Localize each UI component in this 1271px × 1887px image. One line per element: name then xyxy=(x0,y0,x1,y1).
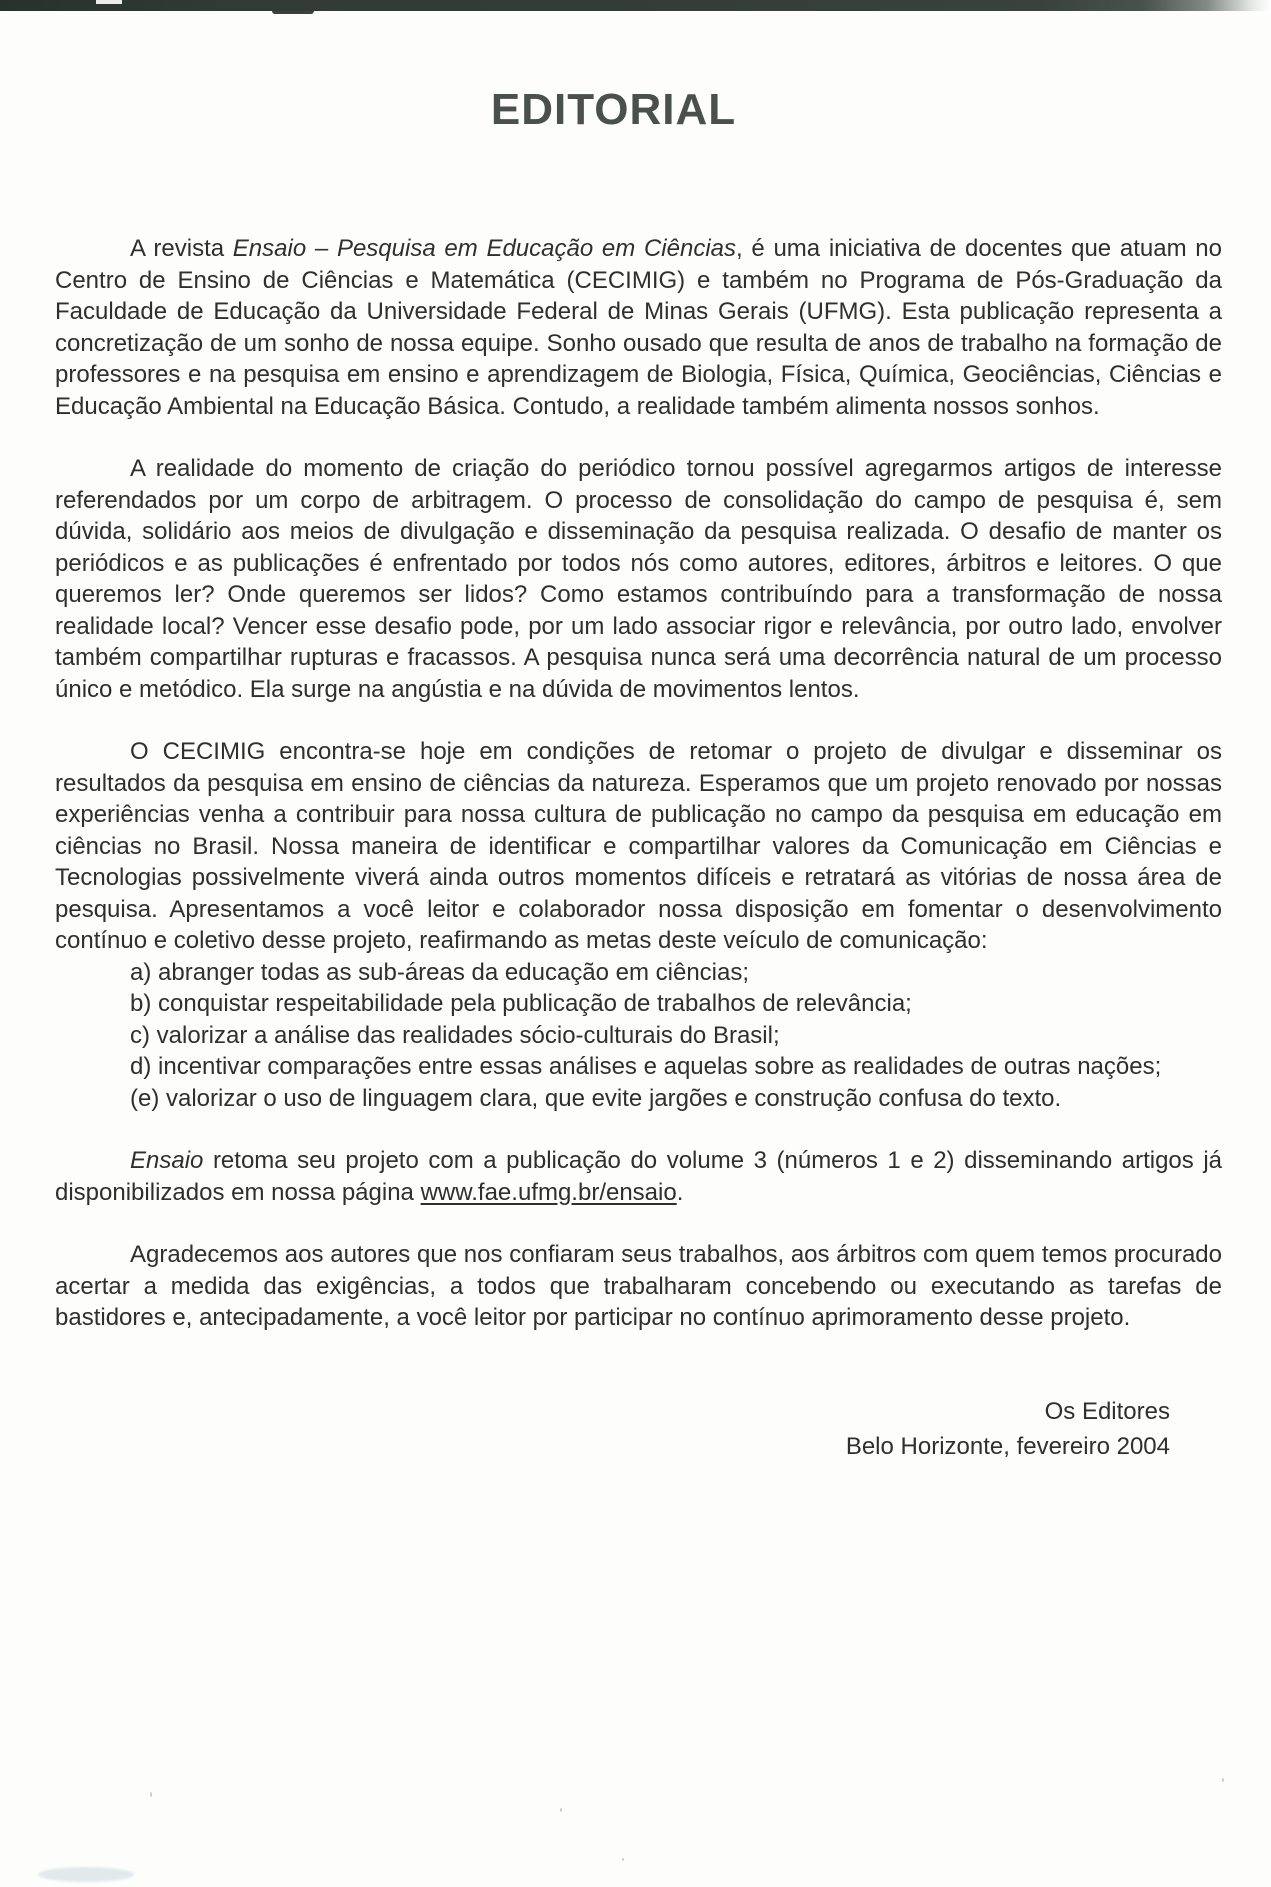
scan-speck xyxy=(622,1858,624,1861)
ensaio-url-link[interactable]: www.fae.ufmg.br/ensaio xyxy=(420,1178,677,1206)
paragraph-intro-rest: , é uma iniciativa de docentes que atuam no Centro de Ensino de Ciências e Matemática (CECIMIG) e também no Programa de Pós-Graduação da Faculdade de Educação da Universidade Federal de Minas Gerais (UFMG). Esta publicação representa a concretização de um sonho de nossa equipe. Sonho ousado que resulta de anos de trabalho na formação de professores e na pesquisa em ensino e aprendizagem de Biologia, Física, Química, Geociências, Ciências e Educação Ambiental na Educação Básica. Contudo, a realidade também alimenta nossos sonhos. xyxy=(55,235,1222,420)
page-title: EDITORIAL xyxy=(490,85,737,134)
paragraph-volume-text: retoma seu projeto com a publicação do volume 3 (números 1 e 2) disseminando artigos já disponibilizados em nossa página xyxy=(55,1147,1222,1206)
signature-place-date: Belo Horizonte, fevereiro 2004 xyxy=(845,1432,1170,1460)
paragraph-volume xyxy=(55,1145,1222,1208)
signature-authors: Os Editores xyxy=(1044,1397,1170,1425)
paragraph-cecimig: O CECIMIG encontra-se hoje em condições de retomar o projeto de divulgar e disseminar os resultados da pesquisa em ensino de ciências da natureza. Esperamos que um projeto renovado por nossas experiências venha a contribuir para nossa cultura de publicação no campo da pesquisa em educação em ciências no Brasil. Nossa maneira de identificar e compartilhar valores da Comunicação em Ciências e Tecnologias possivelmente viverá ainda outros momentos difíceis e retratará as vitórias de nossa área de pesquisa. Apresentamos a você leitor e colaborador nossa disposição em fomentar o desenvolvimento contínuo e coletivo desse projeto, reafirmando as metas deste veículo de comunicação: xyxy=(55,738,1222,954)
scan-speck xyxy=(560,1808,562,1812)
goal-item-e: (e) valorizar o uso de linguagem clara, que evite jargões e construção confusa do texto. xyxy=(130,1084,1062,1112)
journal-name-italic: Ensaio – Pesquisa em Educação em Ciências xyxy=(232,235,736,262)
goal-item-d: d) incentivar comparações entre essas análises e aquelas sobre as realidades de outras nações; xyxy=(130,1053,1162,1080)
paragraph-realidade: A realidade do momento de criação do periódico tornou possível agregarmos artigos de interesse referendados por um corpo de arbitragem. O processo de consolidação do campo de pesquisa é, sem dúvida, solidário aos meios de divulgação e disseminação da pesquisa realizada. O desafio de manter os periódicos e as publicações é enfrentado por todos nós como autores, editores, árbitros e leitores. O que queremos ler? Onde queremos ser lidos? Como estamos contribuíndo para a transformação de nossa realidade local? Vencer esse desafio pode, por um lado associar rigor e relevância, por outro lado, envolver também compartilhar rupturas e fracassos. A pesquisa nunca será uma decorrência natural de um processo único e metódico. Ela surge na angústia e na dúvida de movimentos lentos. xyxy=(55,455,1222,703)
paragraph-intro-lead: A revista xyxy=(130,235,233,262)
scan-smudge-artifact xyxy=(38,1867,134,1882)
goals-list xyxy=(55,957,1222,1115)
goal-item-c: c) valorizar a análise das realidades sócio-culturais do Brasil; xyxy=(130,1021,780,1049)
goal-item-a: a) abranger todas as sub-áreas da educação em ciências; xyxy=(130,958,750,986)
paragraph-volume-period: . xyxy=(676,1178,684,1206)
paragraph-agradecimentos: Agradecemos aos autores que nos confiaram seus trabalhos, aos árbitros com quem temos procurado acertar a medida das exigências, a todos que trabalharam concebendo ou executando as tarefas de bastidores e, antecipadamente, a você leitor por participar no contínuo aprimoramento desse projeto. xyxy=(55,1241,1222,1331)
scan-speck xyxy=(150,1792,152,1797)
paragraph-intro xyxy=(55,233,1222,422)
scan-speck xyxy=(1222,1778,1224,1782)
goal-item-b: b) conquistar respeitabilidade pela publicação de trabalhos de relevância; xyxy=(130,990,912,1017)
journal-name-short-italic: Ensaio xyxy=(130,1147,204,1174)
document-body xyxy=(0,233,1271,1464)
signature-block xyxy=(55,1394,1222,1464)
